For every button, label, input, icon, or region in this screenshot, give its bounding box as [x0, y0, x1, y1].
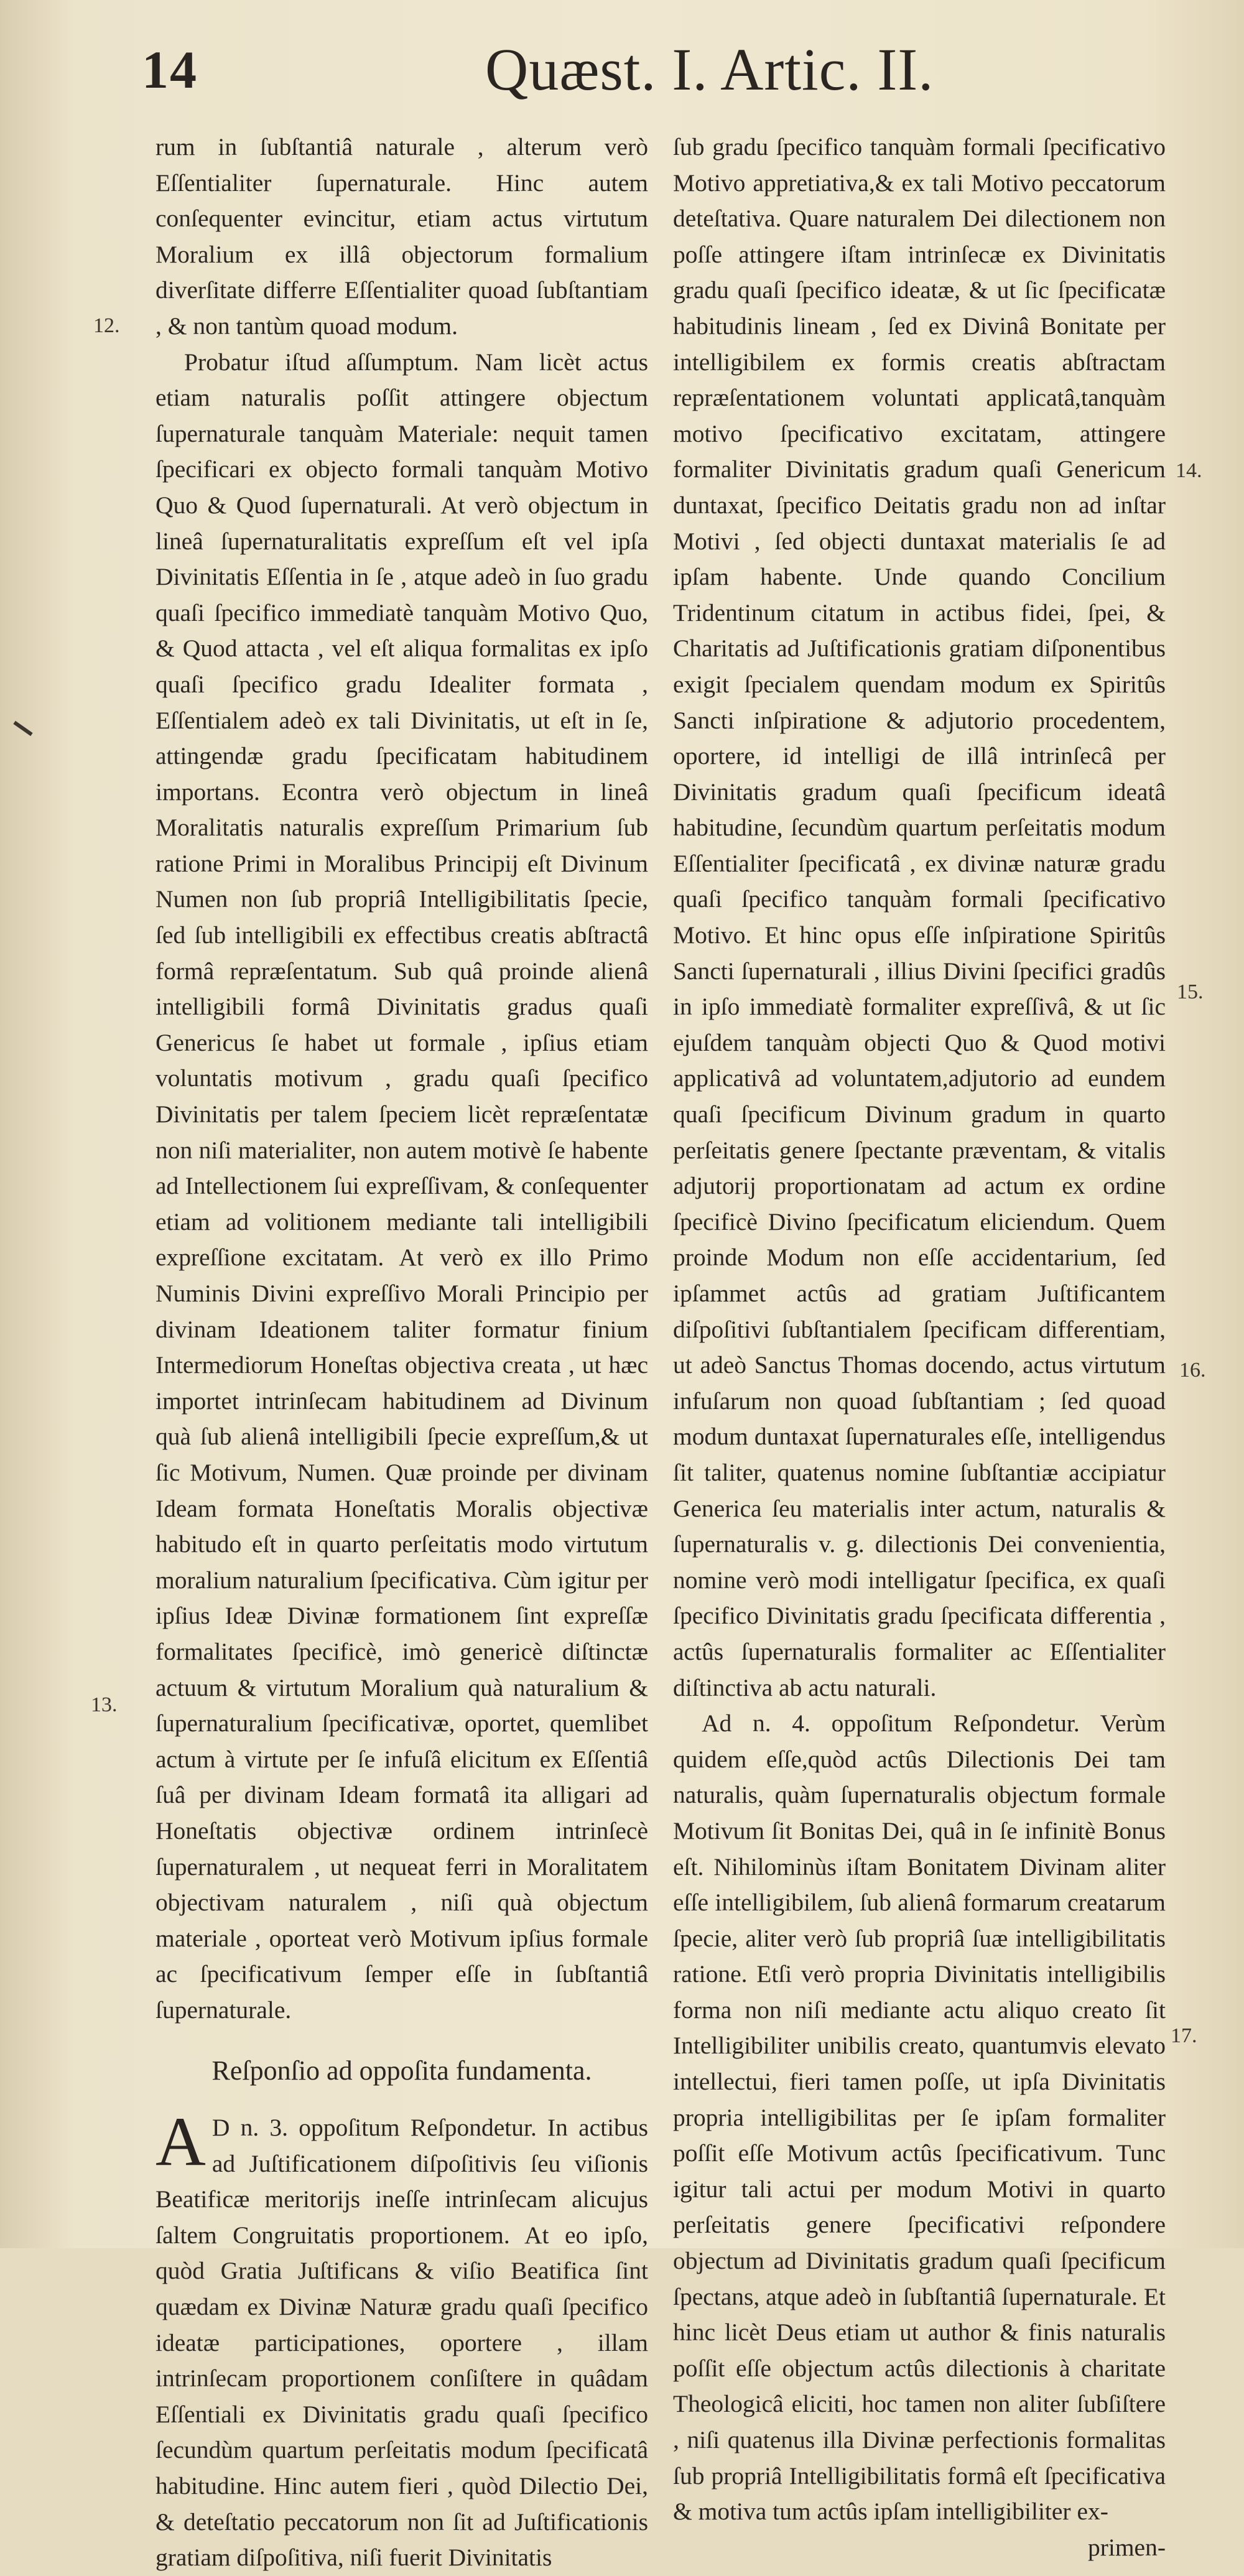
drop-cap-letter: A [156, 2103, 206, 2181]
left-column [156, 129, 648, 2576]
page-number: 14 [142, 40, 198, 100]
right-column [673, 129, 1166, 2565]
section-heading: Reſponſio ad oppoſita fundamenta. [211, 2055, 592, 2086]
margin-number-13: 13. [91, 1693, 118, 1716]
margin-number-16: 16. [1179, 1359, 1206, 1382]
paragraph-13 [156, 2103, 648, 2576]
paragraph-continuation: rum in ſubſtantiâ naturale , alterum verò Eſſentialiter ſupernaturale. Hinc autem conſequenter evincitur, etiam actus virtutum Moralium ex illâ objectorum formalium diverſitate differre Eſſentialiter quoad ſubſtantiam , & non tantùm quoad modum. [156, 133, 648, 340]
margin-number-17: 17. [1171, 2024, 1197, 2047]
paragraph-13-text: D n. 3. oppoſitum Reſpondetur. In actibus ad Juſtificationem diſpoſitivis ſeu viſionis Beatificæ meritorijs ineſſe intrinſecam alicujus ſaltem Congruitatis proportionem. At eo ipſo, quòd Gratia Juſtificans & viſio Beatifica ſint quædam ex Divinæ Naturæ gradu quaſi ſpecifico ideatæ participationes, oportere , illam intrinſecam proportionem conſiſtere in quâdam Eſſentiali ex Divinitatis gradu quaſi ſpecifico ſecundùm quartum perſeitatis modum ſpecificatâ habitudine. Hinc autem fieri , quòd Dilectio Dei, & deteſtatio peccatorum non ſit ad Juſtificationis gratiam diſpoſitiva, niſi fuerit Divinitatis [156, 2114, 648, 2572]
paragraph-12: Probatur iſtud aſſumptum. Nam licèt actus etiam naturalis poſſit attingere objectum ſupernaturale tanquàm Materiale: nequit tamen ſpecificari ex objecto formali tanquàm Motivo Quo & Quod ſupernaturali. At verò objectum in lineâ ſupernaturalitatis expreſſum eſt vel ipſa Divinitatis Eſſentia in ſe , atque adeò in ſuo gradu quaſi ſpecifico immediatè tanquàm Motivo Quo, & Quod attacta , vel eſt aliqua formalitas ex ipſo quaſi ſpecifico gradu Idealiter formata , Eſſentialem adeò ex tali Divinitatis, ut eſt in ſe, attingendæ gradu ſpecificatam habitudinem importans. Econtra verò objectum in lineâ Moralitatis naturalis expreſſum Primarium ſub ratione Primi in Moralibus Principij eſt Divinum Numen non ſub propriâ Intelligibilitatis ſpecie, ſed ſub intelligibili ex effectibus creatis abſtractâ formâ repræſentatum. Sub quâ proinde alienâ intelligibili formâ Divinitatis gradus quaſi Genericus ſe habet ut formale , ipſius etiam voluntatis motivum , gradu quaſi ſpecifico Divinitatis per talem ſpeciem licèt repræſentatæ non niſi materialiter, non autem motivè ſe habente ad Intellectionem ſui expreſſivam, & conſequenter etiam ad volitionem mediante tali intelligibili expreſſione excitatam. At verò ex illo Primo Numinis Divini expreſſivo Morali Principio per divinam Ideationem taliter formatur finium Intermediorum Honeſtas objectiva creata , ut hæc importet intrinſecam habitudinem ad Divinum quà ſub alienâ intelligibili ſpecie expreſſum,& ut ſic Motivum, Numen. Quæ proinde per divinam Ideam formata Honeſtatis Moralis objectivæ habitudo eſt in quarto perſeitatis modo virtutum moralium naturalium ſpecificativa. Cùm igitur per ipſius Ideæ Divinæ formationem ſint expreſſæ formalitates ſpecificè, imò genericè diſtinctæ actuum & virtutum Moralium quà naturalium & ſupernaturalium ſpecificativæ, oportet, quemlibet actum à virtute per ſe infuſâ elicitum ex Eſſentiâ ſuâ per divinam Ideam formatâ ita alligari ad Honeſtatis objectivæ ordinem intrinſecè ſupernaturalem , ut nequeat ferri in Moralitatem objectivam naturalem , niſi quà objectum materiale , oporteat verò Motivum ipſius formale ac ſpecificativum ſemper eſſe in ſubſtantiâ ſupernaturale. [156, 348, 648, 2024]
paragraph-16: Ad n. 4. oppoſitum Reſpondetur. Verùm quidem eſſe,quòd actûs Dilectionis Dei tam naturalis, quàm ſupernaturalis objectum formale Motivum ſit Bonitas Dei, quâ in ſe infinitè Bonus eſt. Nihilominùs iſtam Bonitatem Divinam aliter eſſe intelligibilem, ſub alienâ formarum creatarum ſpecie, aliter verò ſub propriâ ſuæ intelligibilitatis ratione. Etſi verò propria Divinitatis intelligibilis forma non niſi mediante actu aliquo creato ſit Intelligibiliter unibilis creato, quantumvis elevato intellectui, fieri tamen poſſe, ut ipſa Divinitatis propria intelligibilitas per ſe ipſam formaliter poſſit eſſe Motivum actûs ſpecificativum. Tunc igitur tali actui per modum Motivi in quarto perſeitatis genere ſpecificativi reſpondere objectum ad Divinitatis gradum quaſi ſpecificum ſpectans, atque adeò in ſubſtantiâ ſupernaturale. Et hinc licèt Deus etiam ut author & finis naturalis poſſit eſſe objectum actûs dilectionis à charitate Theologicâ eliciti, hoc tamen non aliter ſubſiſtere , niſi quatenus illa Divinæ perfectionis formalitas ſub propriâ Intelligibilitatis formâ eſt ſpecificativa & motiva tum actûs ipſam intelligibiliter ex- [673, 1709, 1166, 2526]
catchword: primen- [1087, 2533, 1166, 2561]
running-head: Quæst. I. Artic. II. [485, 36, 934, 103]
paragraph-continuation-right: ſub gradu ſpecifico tanquàm formali ſpecificativo Motivo appretiativa,& ex tali Motivo peccatorum deteſtativa. Quare naturalem Dei dilectionem non poſſe attingere iſtam intrinſecæ ex Divinitatis gradu quaſi ſpecifico ideatæ, & ut ſic ſpecificatæ habitudinis lineam , ſed ex Divinâ Bonitate per intelligibilem ex formis creatis abſtractam repræſentationem voluntati applicatâ,tanquàm motivo ſpecificativo excitatam, attingere formaliter Divinitatis gradum quaſi Genericum duntaxat, ſpecifico Deitatis gradu non ad inſtar Motivi , ſed objecti duntaxat materialis ſe ad ipſam habente. Unde quando Concilium Tridentinum citatum in actibus fidei, ſpei, & Charitatis ad Juſtificationis gratiam diſponentibus exigit ſpecialem quendam modum ex Spiritûs Sancti inſpiratione & adjutorio procedentem, oportere, id intelligi de illâ intrinſecâ per Divinitatis gradum quaſi ſpecificum ideatâ habitudine, ſecundùm quartum perſeitatis modum Eſſentialiter ſpecificatâ , ex divinæ naturæ gradu quaſi ſpecifico tanquàm formali ſpecificativo Motivo. Et hinc opus eſſe inſpiratione Spiritûs Sancti ſupernaturali , illius Divini ſpecifici gradûs in ipſo immediatè formaliter expreſſivâ, & ut ſic ejuſdem tanquàm objecti Quo & Quod motivi applicativâ ad voluntatem,adjutorio ad eundem quaſi ſpecificum Divinum gradum in quarto perſeitatis genere ſpectante præventam, & vitalis adjutorij proportionatam ad actum ex ordine ſpecificè Divino ſpecificatum eliciendum. Quem proinde Modum non eſſe accidentarium, ſed ipſammet actûs ad gratiam Juſtificantem diſpoſitivi ſubſtantialem ſpecificam differentiam, ut adeò Sanctus Thomas docendo, actus virtutum infuſarum non quoad ſubſtantiam ; ſed quoad modum duntaxat ſupernaturales eſſe, intelligendus ſit taliter, quatenus nomine ſubſtantiæ accipiatur Generica ſeu materialis inter actum, naturalis & ſupernaturalis v. g. dilectionis Dei convenientia, nomine verò modi intelligatur ſpecifica, ex quaſi ſpecifico Divinitatis gradu ſpecificata differentia , actûs ſupernaturalis formaliter ac Eſſentialiter diſtinctiva ab actu naturali. [673, 133, 1166, 1701]
margin-number-15: 15. [1177, 980, 1204, 1003]
margin-number-14: 14. [1176, 459, 1202, 482]
margin-number-12: 12. [93, 314, 120, 337]
ink-mark [13, 721, 32, 736]
